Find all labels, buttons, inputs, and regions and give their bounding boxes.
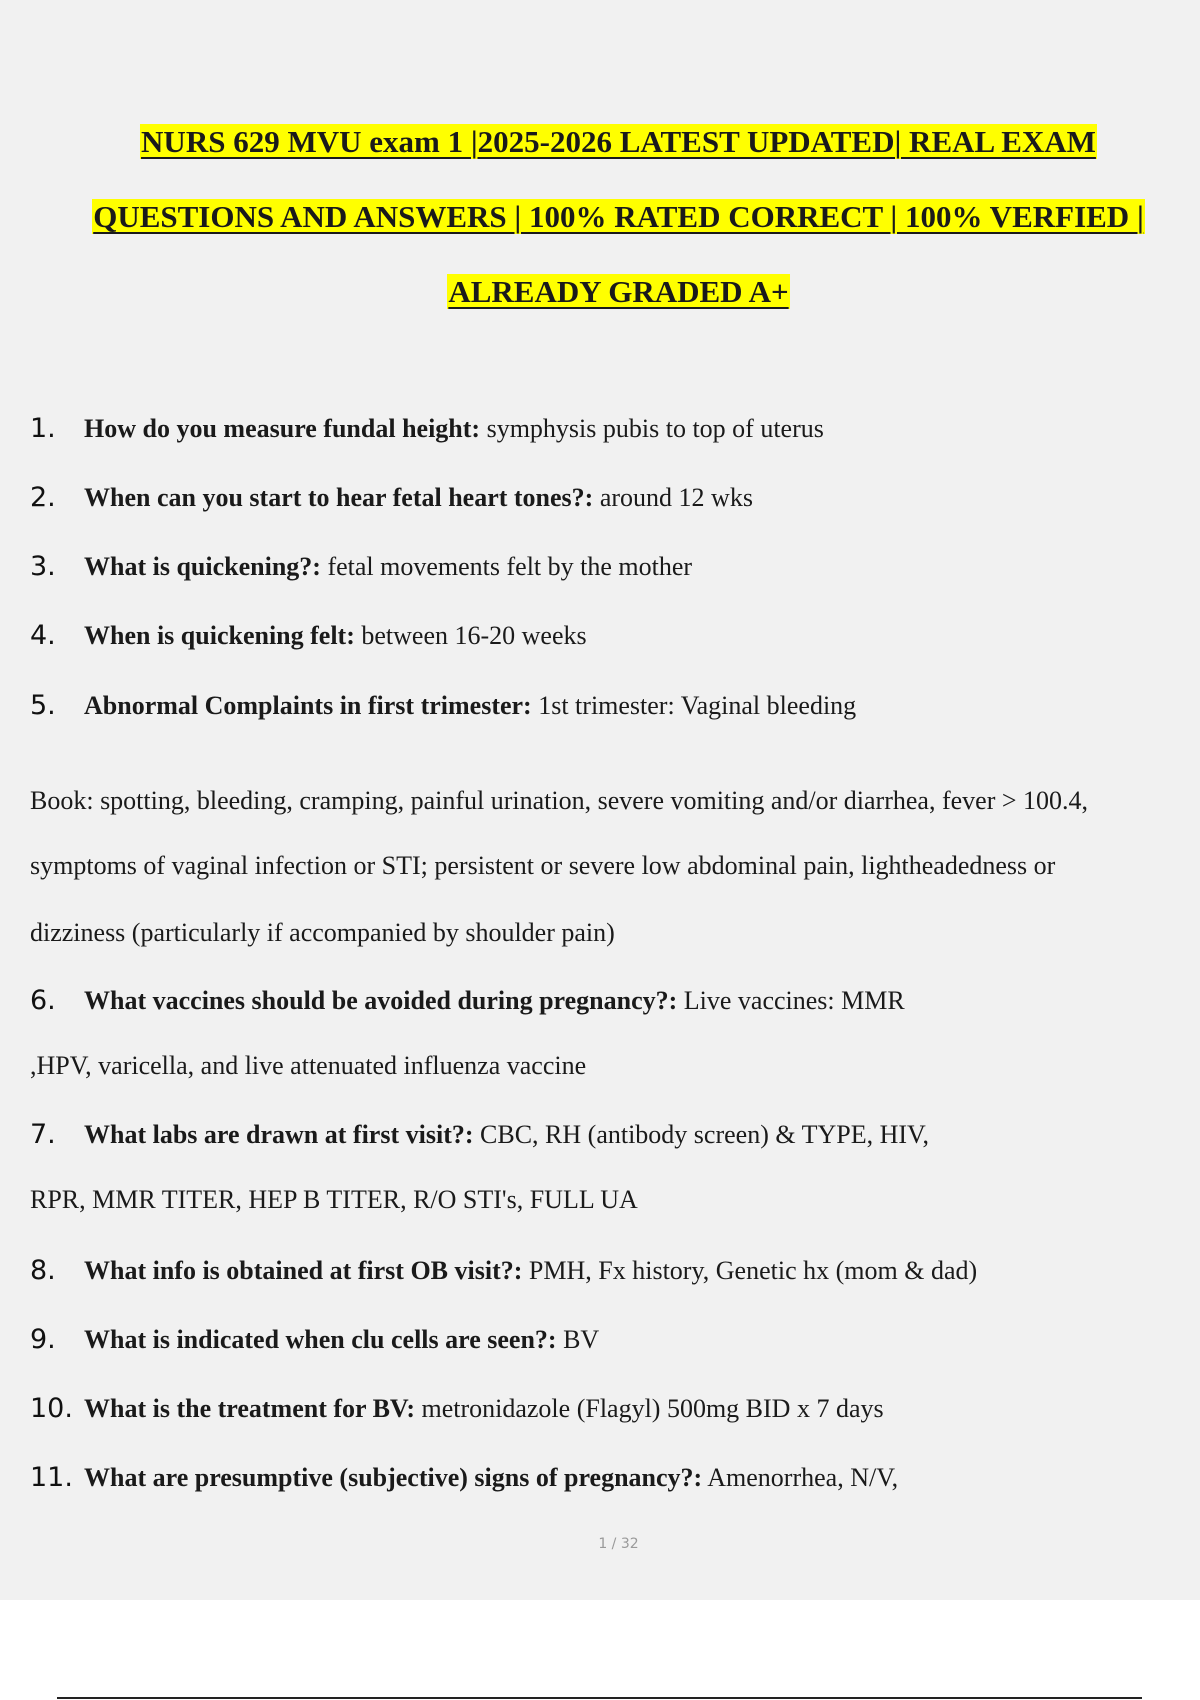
answer-continuation: RPR, MMR TITER, HEP B TITER, R/O STI's, FULL UA [30, 1185, 638, 1214]
list-item [30, 1462, 1180, 1493]
answer: fetal movements felt by the mother [320, 552, 693, 581]
title-line-2: QUESTIONS AND ANSWERS | 100% RATED CORRECT | 100% VERFIED | [93, 199, 1144, 234]
answer: PMH, Fx history, Genetic hx (mom & dad) [522, 1256, 978, 1285]
question: What vaccines should be avoided during pregnancy?: [84, 986, 678, 1015]
next-page-divider [57, 1697, 1142, 1699]
item-number: 11. [30, 1462, 73, 1493]
answer: symphysis pubis to top of uterus [480, 414, 824, 443]
title-line-3: ALREADY GRADED A+ [448, 274, 789, 309]
answer-continuation: ,HPV, varicella, and live attenuated influenza vaccine [30, 1051, 587, 1080]
list-item [30, 1324, 1180, 1355]
answer: around 12 wks [593, 483, 753, 512]
book-paragraph-line: Book: spotting, bleeding, cramping, painful urination, severe vomiting and/or diarrhea, fever > 100.4, [30, 786, 1089, 815]
question: What are presumptive (subjective) signs of pregnancy?: [84, 1463, 703, 1492]
list-item [30, 690, 1180, 721]
item-number: 9. [30, 1324, 56, 1355]
question: What is indicated when clu cells are seen?: [84, 1325, 557, 1354]
item-number: 1. [30, 413, 56, 444]
answer: BV [556, 1325, 600, 1354]
question: Abnormal Complaints in first trimester: [84, 691, 532, 720]
list-item [30, 985, 1180, 1016]
question: What is quickening?: [84, 552, 321, 581]
answer: CBC, RH (antibody screen) & TYPE, HIV, [473, 1120, 929, 1149]
list-item [30, 620, 1180, 651]
page-indicator: 1 / 32 [598, 1536, 639, 1552]
item-number: 6. [30, 985, 56, 1016]
question: What labs are drawn at first visit?: [84, 1120, 474, 1149]
answer: metronidazole (Flagyl) 500mg BID x 7 days [414, 1394, 884, 1423]
list-item [30, 1255, 1180, 1286]
answer: Live vaccines: MMR [677, 986, 905, 1015]
answer: 1st trimester: Vaginal bleeding [531, 691, 857, 720]
list-item [30, 1393, 1180, 1424]
item-number: 10. [30, 1393, 73, 1424]
item-number: 7. [30, 1119, 56, 1150]
question: What info is obtained at first OB visit?: [84, 1256, 523, 1285]
title-line-1: NURS 629 MVU exam 1 |2025-2026 LATEST UPDATED| REAL EXAM [141, 124, 1096, 159]
answer: Amenorrhea, N/V, [702, 1463, 899, 1492]
list-item [30, 551, 1180, 582]
item-number: 4. [30, 620, 56, 651]
question: When is quickening felt: [84, 621, 355, 650]
item-number: 2. [30, 482, 56, 513]
book-paragraph-line: dizziness (particularly if accompanied by shoulder pain) [30, 918, 615, 947]
answer: between 16-20 weeks [354, 621, 587, 650]
document-title [0, 118, 1200, 343]
question: What is the treatment for BV: [84, 1394, 415, 1423]
list-item [30, 1119, 1180, 1150]
item-number: 5. [30, 690, 56, 721]
item-number: 3. [30, 551, 56, 582]
question: How do you measure fundal height: [84, 414, 481, 443]
list-item [30, 413, 1180, 444]
list-item [30, 482, 1180, 513]
book-paragraph-line: symptoms of vaginal infection or STI; persistent or severe low abdominal pain, lightheadedness or [30, 851, 1056, 880]
question: When can you start to hear fetal heart tones?: [84, 483, 594, 512]
item-number: 8. [30, 1255, 56, 1286]
